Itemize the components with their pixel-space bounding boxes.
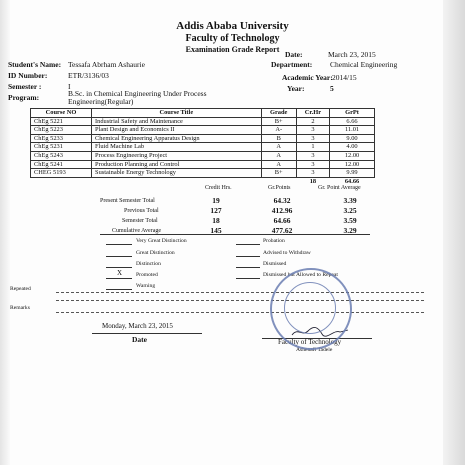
status-mark: X: [117, 269, 123, 277]
semester-value: I: [68, 82, 71, 91]
remarks-label: Remarks: [10, 305, 30, 311]
col-grade-points: GrPt: [330, 109, 375, 118]
course-grade: A: [261, 151, 296, 160]
status-box-line: [236, 278, 260, 279]
summary-points: 412.96: [271, 206, 293, 215]
course-credit: 3: [296, 134, 329, 143]
status-box-line: [106, 278, 132, 279]
status-label: Very Great Distinction: [136, 238, 187, 244]
course-points: 4.00: [330, 143, 375, 152]
program-value-line1: B.Sc. in Chemical Engineering Under Process: [68, 89, 207, 98]
student-name-value: Tessafa Abrham Ashaurie: [68, 60, 145, 69]
status-label: Dismissed but Allowed to Repeat: [263, 272, 338, 278]
signer-caption: Faculty of Technology: [278, 338, 342, 346]
remarks-line: [56, 312, 424, 313]
date-label: Date:: [285, 50, 303, 59]
program-label: Program:: [8, 93, 40, 102]
signed-date: Monday, March 23, 2015: [102, 322, 173, 330]
course-credit: 1: [296, 143, 329, 152]
course-grade: A-: [261, 126, 296, 135]
summary-average: 3.25: [343, 206, 357, 215]
course-title: Plant Design and Economics II: [92, 126, 262, 135]
table-row: [31, 134, 375, 143]
course-grade: B+: [261, 117, 296, 126]
year-value: 5: [330, 84, 334, 93]
summary-credit: 18: [212, 216, 220, 225]
course-credit: 2: [296, 117, 329, 126]
col-course-title: Course Title: [92, 109, 262, 118]
status-box-line: [236, 267, 260, 268]
course-no: ChEg 5221: [31, 117, 92, 126]
faculty-title: Faculty of Technology: [185, 33, 280, 44]
status-label: Dismissed: [263, 261, 287, 267]
summary-credit-header: Credit Hrs.: [205, 185, 232, 191]
repeated-line: [56, 292, 424, 293]
course-points: 12.00: [330, 151, 375, 160]
summary-label: Previous Total: [124, 208, 159, 214]
repeated-label: Repeated: [10, 286, 31, 292]
status-box-line: [106, 244, 132, 245]
course-points: 11.01: [330, 126, 375, 135]
course-no: ChEg 5231: [31, 143, 92, 152]
year-label: Year:: [287, 84, 305, 93]
repeated-line-2: [56, 300, 424, 301]
summary-points: 64.32: [273, 196, 291, 205]
summary-label: Present Semester Total: [100, 198, 155, 204]
course-no: ChEg 5243: [31, 151, 92, 160]
col-course-no: Course NO: [31, 109, 92, 118]
status-box-line: [106, 256, 132, 257]
summary-points-header: Gr.Points: [268, 185, 291, 191]
university-stamp: [270, 268, 352, 350]
status-label: Probation: [263, 238, 285, 244]
table-row: [31, 117, 375, 126]
course-no: ChEg 5233: [31, 134, 92, 143]
department-label: Department:: [271, 60, 313, 69]
course-points: 12.00: [330, 160, 375, 169]
table-row: [31, 126, 375, 135]
date-rule: [92, 333, 202, 334]
course-title: Sustainable Energy Technology: [92, 169, 262, 178]
summary-average: 3.29: [343, 226, 357, 235]
status-label: Great Distinction: [136, 250, 175, 256]
summary-average-header: Gr. Point Average: [318, 185, 361, 191]
col-grade: Grade: [261, 109, 296, 118]
status-box-line: [236, 244, 260, 245]
table-row: [31, 160, 375, 169]
status-label: Distinction: [136, 261, 161, 267]
course-grade: B: [261, 134, 296, 143]
table-row: [31, 151, 375, 160]
total-credit: 18: [309, 177, 317, 185]
course-credit: 3: [296, 169, 329, 178]
table-row: [31, 169, 375, 178]
course-credit: 3: [296, 160, 329, 169]
course-no: ChEg 5223: [31, 126, 92, 135]
course-title: Fluid Machine Lab: [92, 143, 262, 152]
total-points: 64.66: [344, 177, 360, 185]
status-box-line: [106, 289, 132, 290]
summary-points: 64.66: [273, 216, 291, 225]
semester-label: Semester :: [8, 82, 42, 91]
academic-year-label: Academic Year:: [282, 73, 333, 82]
course-no: CHEG 5193: [31, 169, 92, 178]
signer-name: Ashenafi Tadele: [296, 347, 333, 353]
course-title: Production Planning and Control: [92, 160, 262, 169]
course-title: Chemical Engineering Apparatus Design: [92, 134, 262, 143]
course-grade: A: [261, 160, 296, 169]
date-value: March 23, 2015: [328, 50, 376, 59]
status-label: Promoted: [136, 272, 158, 278]
summary-average: 3.59: [343, 216, 357, 225]
report-title: Examination Grade Report: [185, 45, 280, 54]
summary-credit: 145: [210, 226, 222, 235]
status-label: Advised to Withdraw: [263, 250, 311, 256]
scan-left-edge: [0, 0, 10, 465]
summary-label: Semester Total: [122, 218, 158, 224]
id-number-value: ETR/3136/03: [68, 71, 109, 80]
course-credit: 3: [296, 126, 329, 135]
id-number-label: ID Number:: [8, 71, 48, 80]
summary-average: 3.39: [343, 196, 357, 205]
student-name-label: Student's Name:: [8, 60, 62, 69]
summary-label: Cumulative Average: [112, 228, 162, 234]
table-row: [31, 143, 375, 152]
scan-right-edge: [443, 0, 465, 465]
date-caption: Date: [132, 335, 147, 344]
summary-credit: 19: [212, 196, 220, 205]
course-title: Process Engineering Project: [92, 151, 262, 160]
course-title: Industrial Safety and Maintenance: [92, 117, 262, 126]
col-credit-hours: Cr.Hr: [296, 109, 329, 118]
course-points: 9.99: [330, 169, 375, 178]
status-label: Warning: [136, 283, 156, 289]
course-grade: B+: [261, 169, 296, 178]
course-points: 6.66: [330, 117, 375, 126]
university-title: Addis Ababa University: [176, 20, 289, 32]
status-box-line: [106, 267, 132, 268]
course-no: ChEg 5241: [31, 160, 92, 169]
program-value-line2: Engineering(Regular): [68, 97, 134, 106]
department-value: Chemical Engineering: [330, 60, 398, 69]
summary-credit: 127: [210, 206, 222, 215]
table-header-row: [31, 109, 375, 118]
course-points: 9.00: [330, 134, 375, 143]
grades-table: [30, 108, 375, 185]
status-box-line: [236, 256, 260, 257]
summary-points: 477.62: [271, 226, 293, 235]
course-grade: A: [261, 143, 296, 152]
academic-year-value: 2014/15: [332, 73, 357, 82]
summary-rule: [100, 234, 370, 235]
course-credit: 3: [296, 151, 329, 160]
